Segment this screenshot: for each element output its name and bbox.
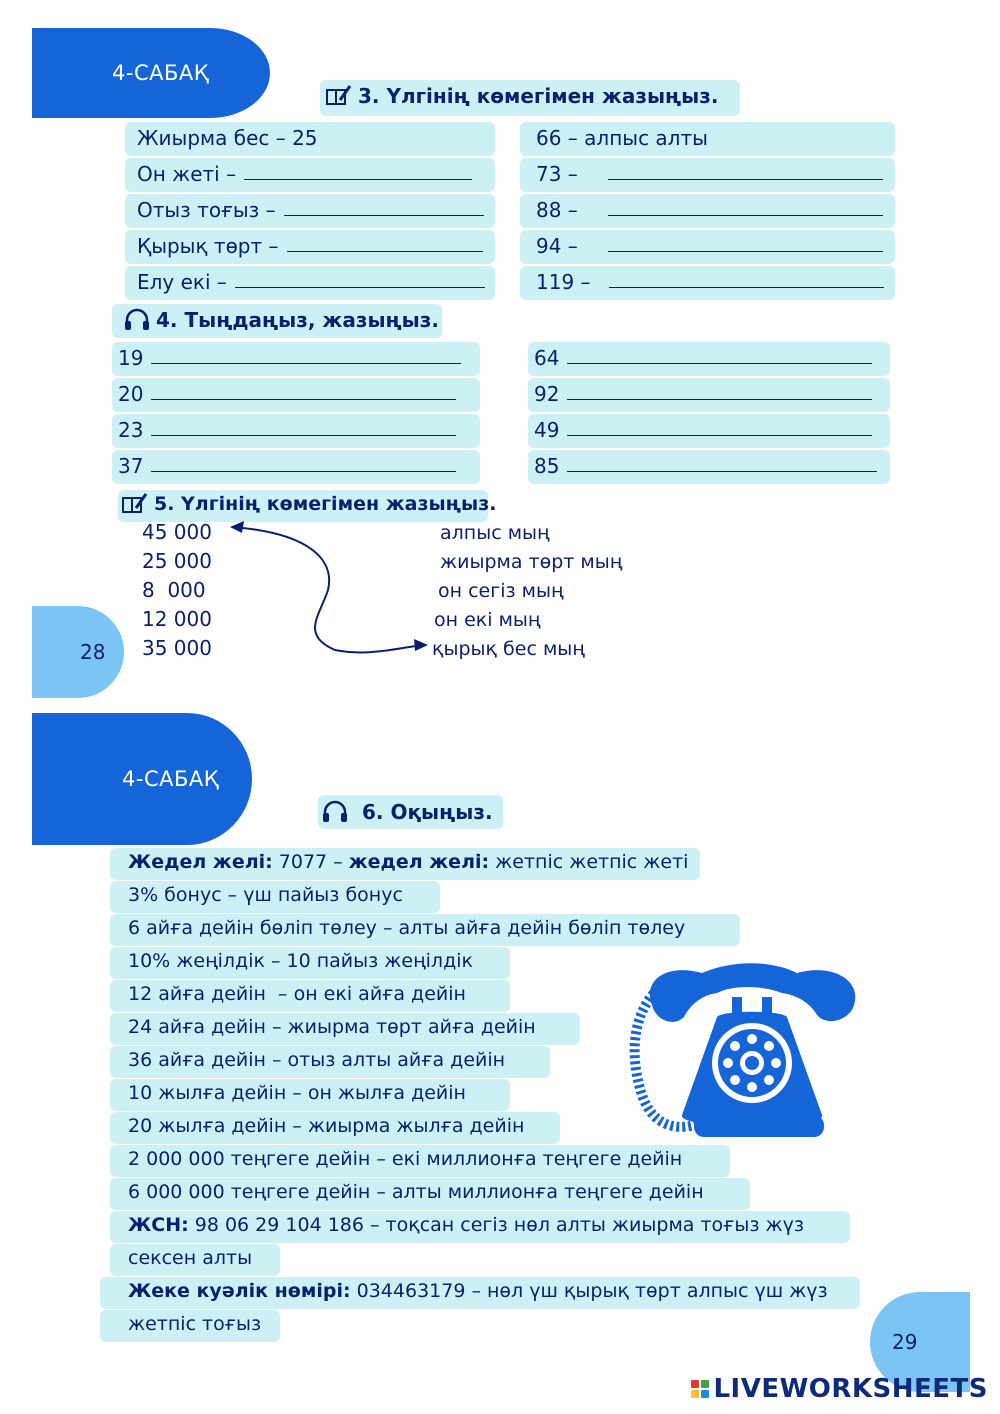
answer-line[interactable] xyxy=(567,399,872,400)
ex6-line: 2 000 000 теңгеге дейін – екі миллионға теңгеге дейін xyxy=(128,1148,683,1170)
ex4-right-row: 64 xyxy=(534,346,872,370)
ex5-number[interactable]: 12 000 xyxy=(142,607,212,631)
ex4-left-row: 19 xyxy=(118,346,461,370)
exercise-4-heading: 4. Тыңдаңыз, жазыңыз. xyxy=(124,308,439,332)
exercise-3-heading: 3. Үлгінің көмегімен жазыңыз. xyxy=(326,84,719,108)
exercise-6-heading: 6. Оқыңыз. xyxy=(322,800,493,824)
ex5-word[interactable]: алпыс мың xyxy=(440,522,550,544)
liveworksheets-logo-icon xyxy=(691,1380,709,1398)
headphones-icon xyxy=(322,800,348,824)
ex3-left-row: Отыз тоғыз – xyxy=(137,198,484,222)
lesson-tab-top xyxy=(32,28,270,118)
ex6-line: 10 жылға дейін – он жылға дейін xyxy=(128,1082,466,1104)
lesson-label: 4-САБАҚ xyxy=(122,767,220,791)
ex6-line: 12 айға дейін – он екі айға дейін xyxy=(128,983,466,1005)
ex6-line: Жедел желі: 7077 – жедел желі: жетпіс жетпіс жеті xyxy=(128,851,689,873)
ex6-line: 10% жеңілдік – 10 пайыз жеңілдік xyxy=(128,950,473,972)
ex4-right-row: 49 xyxy=(534,418,872,442)
ex6-line: жетпіс тоғыз xyxy=(128,1313,262,1335)
answer-line[interactable] xyxy=(609,287,884,288)
ex4-right-row: 85 xyxy=(534,454,877,478)
ex5-word[interactable]: он екі мың xyxy=(434,609,541,631)
ex5-word[interactable]: жиырма төрт мың xyxy=(440,551,623,573)
ex3-right-row: 88 – xyxy=(536,198,883,222)
ex6-line: 6 айға дейін бөліп төлеу – алты айға дейін бөліп төлеу xyxy=(128,917,686,939)
answer-line[interactable] xyxy=(567,363,872,364)
ex3-left-row: Он жеті – xyxy=(137,162,472,186)
ex6-line: Жеке куәлік нөмірі: 034463179 – нөл үш қырық төрт алпыс үш жүз xyxy=(128,1280,828,1302)
ex3-right-row: 119 – xyxy=(536,270,884,294)
ex5-word[interactable]: қырық бес мың xyxy=(432,638,585,660)
ex3-right-row: 66 – алпыс алты xyxy=(536,126,708,150)
ex3-left-row: Қырық төрт – xyxy=(137,234,483,258)
lesson-label: 4-САБАҚ xyxy=(112,61,210,85)
ex3-right-row: 73 – xyxy=(536,162,883,186)
ex6-line: 6 000 000 теңгеге дейін – алты миллионға теңгеге дейін xyxy=(128,1181,704,1203)
ex6-line: 3% бонус – үш пайыз бонус xyxy=(128,884,403,906)
ex4-left-row: 20 xyxy=(118,382,456,406)
answer-line[interactable] xyxy=(244,179,472,180)
ex5-number[interactable]: 8 000 xyxy=(142,578,206,602)
page-number: 29 xyxy=(892,1330,918,1354)
ex3-left-row: Елу екі – xyxy=(137,270,485,294)
book-pencil-icon xyxy=(122,492,148,516)
answer-line[interactable] xyxy=(151,435,456,436)
ex4-left-row: 23 xyxy=(118,418,456,442)
answer-line[interactable] xyxy=(567,435,872,436)
ex5-number[interactable]: 45 000 xyxy=(142,520,212,544)
telephone-illustration xyxy=(622,955,872,1145)
answer-line[interactable] xyxy=(608,251,883,252)
answer-line[interactable] xyxy=(608,215,883,216)
answer-line[interactable] xyxy=(567,471,877,472)
headphones-icon xyxy=(124,308,150,332)
ex6-line: ЖСН: 98 06 29 104 186 – тоқсан сегіз нөл алты жиырма тоғыз жүз xyxy=(128,1214,804,1236)
exercise-5-heading: 5. Үлгінің көмегімен жазыңыз. xyxy=(122,492,496,516)
page-number: 28 xyxy=(80,640,106,664)
answer-line[interactable] xyxy=(151,363,461,364)
liveworksheets-watermark: LIVEWORKSHEETS xyxy=(691,1374,988,1404)
ex4-left-row: 37 xyxy=(118,454,456,478)
ex5-number[interactable]: 25 000 xyxy=(142,549,212,573)
ex5-number[interactable]: 35 000 xyxy=(142,636,212,660)
book-pencil-icon xyxy=(326,84,352,108)
ex5-word[interactable]: он сегіз мың xyxy=(438,580,564,602)
ex6-line: 24 айға дейін – жиырма төрт айға дейін xyxy=(128,1016,536,1038)
lesson-tab-bottom xyxy=(32,713,252,845)
ex6-line: сексен алты xyxy=(128,1247,253,1269)
ex6-line: 20 жылға дейін – жиырма жылға дейін xyxy=(128,1115,525,1137)
answer-line[interactable] xyxy=(151,471,456,472)
ex6-line: 36 айға дейін – отыз алты айға дейін xyxy=(128,1049,506,1071)
answer-line[interactable] xyxy=(151,399,456,400)
example-connector-arrow xyxy=(220,515,440,665)
answer-line[interactable] xyxy=(608,179,883,180)
answer-line[interactable] xyxy=(235,287,485,288)
ex3-right-row: 94 – xyxy=(536,234,883,258)
ex3-left-row: Жиырма бес – 25 xyxy=(137,126,318,150)
ex4-right-row: 92 xyxy=(534,382,872,406)
answer-line[interactable] xyxy=(284,215,484,216)
page-number-circle-top xyxy=(32,606,124,698)
answer-line[interactable] xyxy=(287,251,483,252)
